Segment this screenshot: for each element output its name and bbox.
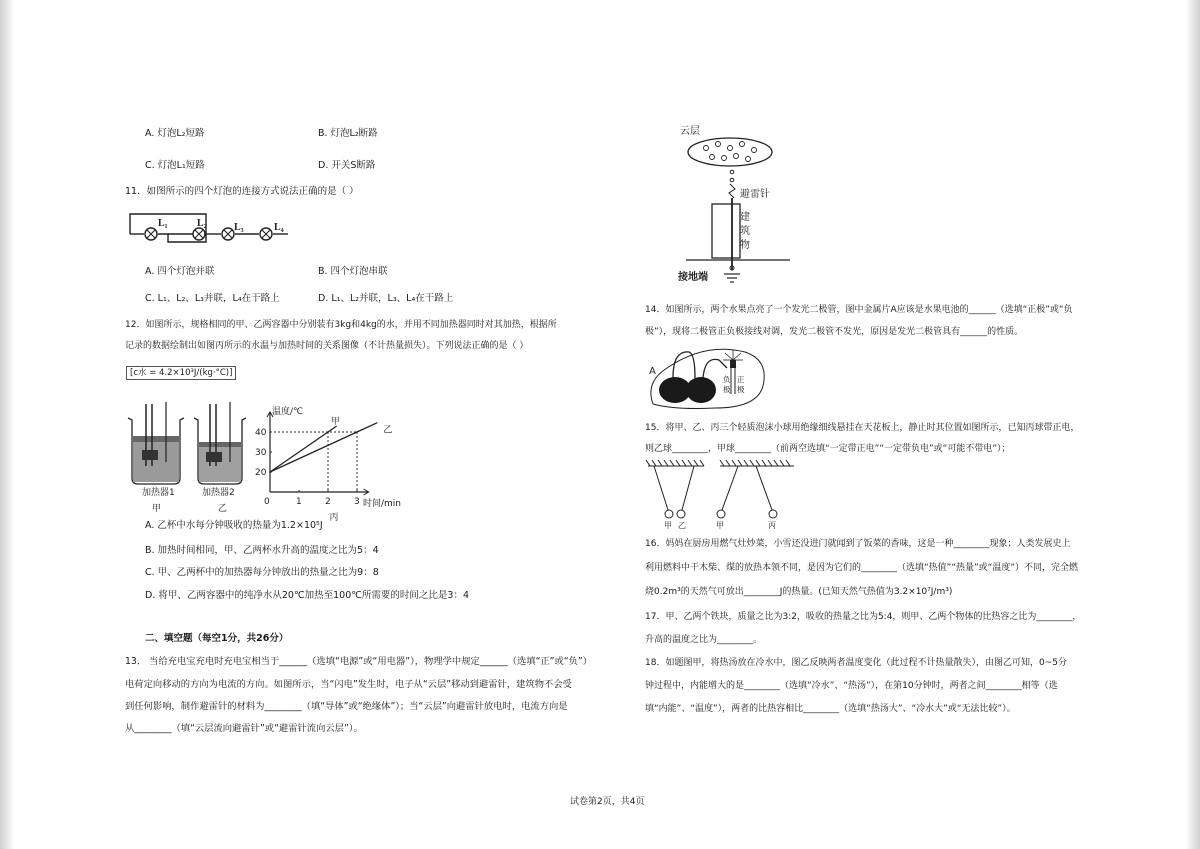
rod-label: 避雷针 (740, 189, 770, 200)
q18-line2: 钟过程中，内能增大的是________（选填“冷水”、“热汤”），在第10分钟时，两者之间________相等（选 (645, 681, 1058, 691)
scan-right-edge (1186, 0, 1200, 849)
q12-option-a: A. 乙杯中水每分钟吸收的热量为1.2×10⁵J (145, 520, 323, 531)
q12-option-d: D. 将甲、乙两容器中的纯净水从20℃加热至100℃所需要的时间之比是3：4 (145, 590, 470, 601)
q11-option-c: C. L₁、L₂、L₃并联，L₄在干路上 (145, 293, 280, 304)
chart-series-label-1: 甲 (330, 417, 340, 427)
building-char-1: 建 (740, 212, 750, 223)
q11-option-b: B. 四个灯泡串联 (318, 266, 388, 277)
q10-option-c: C. 灯泡L₁短路 (145, 160, 205, 171)
ball-label-jia-1: 甲 (664, 521, 672, 530)
chart-series-line-2 (270, 423, 377, 472)
heater1-label: 加热器1 (142, 488, 175, 498)
q14-fruit-battery-figure (645, 342, 773, 410)
pos-char-1: 正 (737, 375, 745, 384)
chart-origin-label: 0 (264, 497, 270, 507)
page-footer: 试卷第2页，共4页 (570, 797, 645, 807)
chart-x-tick-label: 2 (325, 497, 331, 507)
q15-line2: 则乙球________，甲球________（前两空选填“一定带正电”“一定带负电”或“可能不带电”）； (645, 444, 1011, 454)
lightning-bolt-icon (729, 184, 735, 198)
chart-series-line-1 (270, 426, 337, 472)
chart-x-tick-label: 3 (354, 497, 360, 507)
fruit-right-icon (686, 377, 716, 403)
beaker-yi-caption: 乙 (218, 504, 228, 514)
q13-line1: 13． 当给充电宝充电时充电宝相当于______（选填“电源”或“用电器”），物理学中规定______（选填“正”或“负”） (125, 656, 593, 667)
q12-formula: [c水 = 4.2×10³J/(kg·°C)] (126, 366, 236, 380)
q11-option-a: A. 四个灯泡并联 (145, 266, 215, 277)
building-char-3: 物 (740, 240, 750, 251)
pos-char-2: 极 (737, 385, 745, 394)
q16-line2: 利用燃料中干木柴、煤的放热本领不同，是因为它们的________（选填“热值”“热量”或“温度”）不同，完全燃 (645, 563, 1078, 573)
chart-y-label: 温度/℃ (272, 407, 304, 417)
label-l3: L₃ (234, 222, 244, 233)
ball-label-bing: 丙 (768, 521, 776, 530)
chart-point (356, 431, 358, 433)
chart-x-label: 时间/min (363, 499, 402, 509)
neg-char-1: 负 (723, 375, 731, 384)
q18-line3: 填“内能”、“温度”），两者的比热容相比________（选填“热汤大”、“冷水大”或“无法比较”）。 (645, 704, 1016, 714)
q17-line2: 升高的温度之比为________。 (645, 635, 763, 645)
neg-char-2: 极 (723, 385, 731, 394)
cloud-icon (688, 138, 772, 166)
chart-y-tick-label: 30 (255, 448, 267, 458)
q12-stem-line2: 记录的数据绘制出如图丙所示的水温与加热时间的关系图像（不计热量损失）。下列说法正确的是（ ） (125, 341, 529, 351)
q12-option-c: C. 甲、乙两杯中的加热器每分钟放出的热量之比为9：8 (145, 567, 379, 578)
chart-y-tick-label: 20 (255, 468, 267, 478)
q13-line3: 到任何影响，制作避雷针的材料为________（填“导体”或“绝缘体”）；当“云层”向避雷针放电时，电流方向是 (125, 701, 568, 712)
q10-option-b: B. 灯泡L₂断路 (318, 128, 378, 139)
chart-x-tick-label: 1 (296, 497, 302, 507)
beaker-jia-caption: 甲 (152, 504, 162, 514)
ball-bing-icon (769, 510, 777, 518)
q10-option-a: A. 灯泡L₂短路 (145, 128, 205, 139)
ball-jia-2-icon (717, 510, 725, 518)
section-fill-in-title: 二、填空题（每空1分，共26分） (145, 633, 289, 644)
chart-y-tick-label: 40 (255, 428, 267, 438)
chart-point (269, 471, 271, 473)
label-l2: L₂ (197, 218, 207, 229)
q11-stem: 11．如图所示的四个灯泡的连接方式说法正确的是（ ） (125, 186, 359, 197)
q14-line2: 极”），现将二极管正负极接线对调，发光二极管不发光，原因是发光二极管具有______的性质。 (645, 327, 1024, 337)
chart-caption: 丙 (329, 513, 339, 523)
q16-line1: 16．妈妈在厨房用燃气灶炒菜，小雪还没进门就闻到了饭菜的香味，这是一种________现象；人类发展史上 (645, 539, 1071, 549)
q13-line2: 电荷定向移动的方向为电流的方向。如图所示，当“闪电”发生时，电子从“云层”移动到避雷针，建筑物不会受 (125, 679, 572, 690)
q12-option-b: B. 加热时间相同，甲、乙两杯水升高的温度之比为5：4 (145, 545, 379, 556)
ball-jia-1-icon (665, 510, 673, 518)
q15-line1: 15．将甲、乙、丙三个轻质泡沫小球用绝缘细线悬挂在天花板上，静止时其位置如图所示，已知丙球带正电， (645, 423, 1080, 433)
q12-stem-line1: 12．如图所示，规格相同的甲、乙两容器中分别装有3kg和4kg的水，并用不同加热器同时对其加热，根据所 (125, 320, 557, 330)
building-icon (712, 204, 740, 258)
q14-line1: 14．如图所示，两个水果点亮了一个发光二极管，图中金属片A应该是水果电池的______（选填“正极”或“负 (645, 305, 1073, 315)
q17-line1: 17．甲、乙两个铁块，质量之比为3:2，吸收的热量之比为5:4，则甲、乙两个物体的比热容之比为________， (645, 612, 1082, 622)
ball-yi-icon (677, 510, 685, 518)
q11-option-d: D. L₁、L₂并联，L₃、L₄在干路上 (318, 293, 454, 304)
q13-line4: 从________（填“云层流向避雷针”或“避雷针流向云层”）。 (125, 723, 363, 734)
cloud-label: 云层 (680, 126, 700, 137)
ball-label-jia-2: 甲 (716, 521, 724, 530)
ball-label-yi: 乙 (678, 521, 686, 530)
building-char-2: 筑 (740, 226, 750, 237)
beaker-jia-icon (128, 402, 184, 484)
metal-plate-a-label: A (649, 366, 656, 377)
q12-temperature-chart (252, 388, 422, 523)
q13-lightning-rod-figure (672, 122, 802, 292)
label-l4: L₄ (274, 222, 284, 233)
heater2-label: 加热器2 (202, 488, 235, 498)
ground-label: 接地端 (678, 272, 708, 283)
chart-series-label-2: 乙 (383, 425, 393, 436)
q12-beakers-figure (122, 400, 262, 515)
scan-left-edge (0, 0, 14, 849)
chart-point (327, 431, 329, 433)
label-l1: L₁ (158, 218, 168, 229)
q16-line3: 烧0.2m³的天然气可放出________J的热量。(已知天然气热值为3.2×10⁷J/m³) (645, 587, 953, 597)
q15-hanging-balls-figure (648, 458, 808, 530)
q11-circuit-figure (128, 206, 298, 246)
beaker-yi-icon (194, 402, 246, 484)
q10-option-d: D. 开关S断路 (318, 160, 376, 171)
q18-line1: 18．如题图甲，将热汤放在冷水中，图乙反映两者温度变化（此过程不计热量散失），由图乙可知，0~5分 (645, 658, 1067, 668)
